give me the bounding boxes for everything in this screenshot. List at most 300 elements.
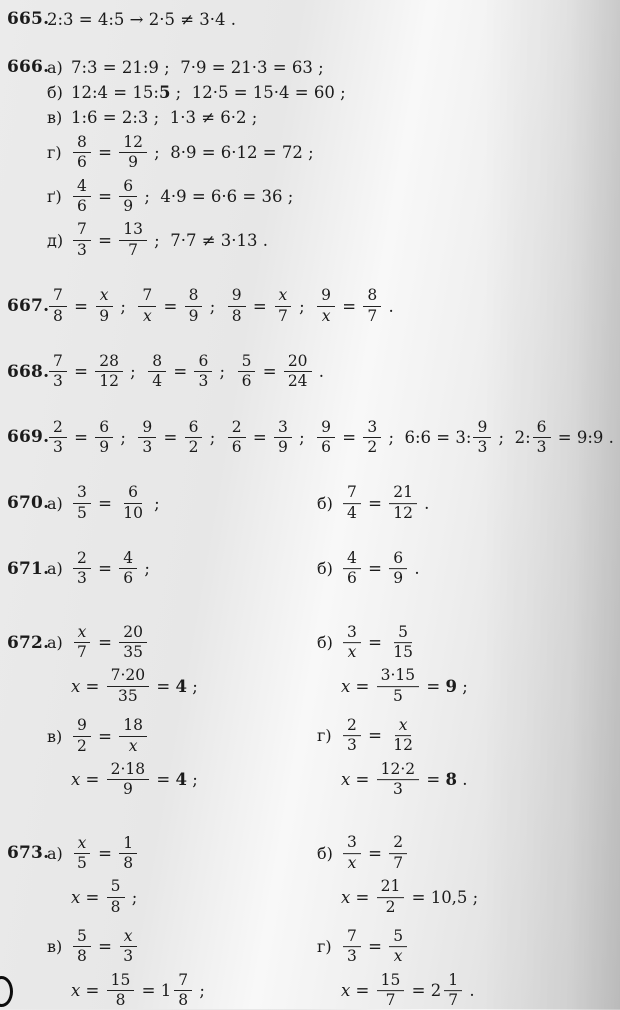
math-text: = <box>92 230 118 250</box>
fraction <box>343 835 361 873</box>
math-text: ; <box>186 676 198 696</box>
problem-673 <box>7 835 620 1010</box>
math-row <box>7 134 620 172</box>
math-row <box>7 484 620 522</box>
fraction-denominator: 3 <box>392 780 403 799</box>
fraction <box>185 419 203 457</box>
left-column <box>7 287 620 325</box>
problem-number: 666. <box>7 57 50 77</box>
fraction-denominator: 4 <box>347 503 357 522</box>
math-text: = <box>257 362 282 382</box>
math-text: = 9:9 . <box>552 427 614 447</box>
fraction-numerator: 6 <box>194 353 212 372</box>
fraction <box>95 287 113 325</box>
math-row <box>7 550 620 588</box>
fraction <box>389 835 407 873</box>
right-column <box>317 972 475 1010</box>
fraction-denominator: 10 <box>123 503 143 522</box>
math-row <box>7 8 620 30</box>
left-column <box>7 56 620 78</box>
math-text: ; 6:6 = 3: <box>383 427 472 447</box>
fraction <box>363 419 381 457</box>
fraction-numerator: 6 <box>533 419 551 438</box>
fraction-denominator: x <box>393 947 403 966</box>
item-label: г) <box>317 726 332 746</box>
problem-number: 665. <box>7 9 50 29</box>
fraction-denominator: 3 <box>536 437 547 456</box>
math-text: x = <box>71 676 105 696</box>
math-text: ; <box>456 676 468 696</box>
fraction-numerator: 8 <box>363 287 381 306</box>
fraction-numerator: 12·2 <box>377 761 420 780</box>
fraction <box>73 928 91 966</box>
math-text: ; 4·9 = 6·6 = 36 ; <box>139 187 294 207</box>
fraction-denominator: 8 <box>178 991 189 1010</box>
right-column <box>317 835 409 873</box>
fraction <box>389 717 417 755</box>
fraction-numerator: 3·15 <box>377 667 420 686</box>
fraction <box>119 484 147 522</box>
fraction-denominator: 9 <box>393 569 404 588</box>
fraction-denominator: x <box>321 306 331 325</box>
fraction-numerator: 20 <box>284 353 312 372</box>
math-text: = <box>92 187 118 207</box>
fraction <box>107 972 135 1010</box>
fraction-denominator: 9 <box>128 153 138 172</box>
math-row <box>7 178 620 216</box>
math-text: = 10,5 ; <box>406 887 479 907</box>
problem-number: 671. <box>7 558 50 579</box>
fraction-denominator: 12 <box>393 736 413 755</box>
fraction <box>95 419 113 457</box>
fraction-numerator: 7·20 <box>107 667 150 686</box>
problem-671 <box>7 550 620 588</box>
fraction-denominator: 5 <box>77 853 87 872</box>
math-text: ; <box>293 427 316 447</box>
fraction-numerator: 5 <box>73 928 91 947</box>
math-text: 7:3 = 21:9 ; 7·9 = 21·3 = 63 ; <box>71 57 324 77</box>
fraction-denominator: 2 <box>188 437 199 456</box>
math-text: = <box>136 981 161 1001</box>
fraction <box>317 419 335 457</box>
fraction-numerator: 6 <box>124 484 142 503</box>
math-text: x = <box>341 981 375 1001</box>
fraction <box>194 353 212 391</box>
fraction-numerator: x <box>74 624 91 643</box>
right-column <box>317 624 419 662</box>
fraction-numerator: 4 <box>119 550 137 569</box>
math-text: ; <box>194 981 205 1001</box>
math-text: = <box>362 493 388 513</box>
fraction-denominator: 5 <box>77 503 87 522</box>
mixed-number-whole: 1 <box>160 981 172 1001</box>
fraction <box>119 624 147 662</box>
fraction-numerator: 3 <box>343 835 361 854</box>
fraction-numerator: 9 <box>317 287 335 306</box>
math-text: ; <box>204 296 226 316</box>
math-text: = <box>92 633 118 653</box>
fraction-numerator: 12 <box>119 134 147 153</box>
problem-number: 668. <box>7 361 50 382</box>
fraction <box>107 761 150 799</box>
math-text: x = <box>341 770 375 790</box>
fraction-denominator: 3 <box>347 736 357 755</box>
fraction-denominator: 6 <box>321 437 331 456</box>
item-label: б) <box>317 559 333 579</box>
math-text: = <box>92 843 118 863</box>
math-result: 4 <box>175 676 187 696</box>
fraction-denominator: 5 <box>392 686 403 705</box>
fraction-numerator: 6 <box>389 550 407 569</box>
fraction <box>119 928 137 966</box>
fraction-numerator: 7 <box>343 484 361 503</box>
math-text: = <box>406 981 431 1001</box>
math-text: = <box>362 726 388 746</box>
item-label: в) <box>47 107 63 127</box>
math-text: 12:4 = 15: <box>71 82 159 102</box>
fraction-denominator: 7 <box>128 240 138 259</box>
fraction <box>228 287 246 325</box>
fraction <box>444 972 462 1010</box>
fraction-numerator: 9 <box>138 419 156 438</box>
math-text: ; 12·5 = 15·4 = 60 ; <box>170 82 346 102</box>
math-text: ; <box>148 493 160 513</box>
math-row <box>7 928 620 966</box>
fraction <box>49 353 67 391</box>
fraction <box>377 972 405 1010</box>
fraction-numerator: 4 <box>73 178 91 197</box>
fraction <box>119 221 147 259</box>
fraction-denominator: 7 <box>77 643 87 662</box>
problem-665 <box>7 8 620 30</box>
right-column <box>317 761 467 799</box>
math-text: = <box>92 493 118 513</box>
fraction <box>73 835 91 873</box>
fraction <box>389 624 417 662</box>
fraction-numerator: 18 <box>119 717 147 736</box>
fraction <box>284 353 312 391</box>
fraction-denominator: x <box>128 736 138 755</box>
fraction-numerator: 15 <box>107 972 135 991</box>
right-column <box>317 928 409 966</box>
math-row <box>7 878 620 916</box>
math-text: . <box>409 559 420 579</box>
fraction-denominator: 8 <box>110 897 121 916</box>
fraction <box>343 624 361 662</box>
math-text: 1:6 = 2:3 ; 1·3 ≠ 6·2 ; <box>71 107 258 127</box>
math-result: 5 <box>158 82 171 102</box>
fraction-denominator: 9 <box>122 780 133 799</box>
problem-number: 669. <box>7 427 50 448</box>
item-label: в) <box>47 937 63 957</box>
fraction <box>317 287 335 325</box>
fraction-numerator: 7 <box>73 221 91 240</box>
fraction <box>343 550 361 588</box>
problem-670 <box>7 484 620 522</box>
math-text: ; <box>126 887 138 907</box>
fraction <box>73 717 91 755</box>
fraction-denominator: 3 <box>77 240 87 259</box>
fraction-denominator: 9 <box>99 306 110 325</box>
fraction <box>95 353 123 391</box>
left-column <box>7 928 620 966</box>
fraction-numerator: 2 <box>49 419 67 438</box>
fraction-denominator: 7 <box>367 306 378 325</box>
math-text: = <box>247 427 272 447</box>
problem-669 <box>7 419 620 457</box>
fraction-numerator: 2 <box>73 550 91 569</box>
fraction <box>274 287 292 325</box>
fraction <box>377 878 405 916</box>
fraction-denominator: 9 <box>188 306 199 325</box>
fraction-denominator: 6 <box>347 569 357 588</box>
problem-number: 670. <box>7 493 50 514</box>
math-text: = <box>92 559 118 579</box>
fraction-denominator: 3 <box>53 372 63 391</box>
math-text: x = <box>341 676 375 696</box>
item-label: ґ) <box>47 187 62 207</box>
fraction-denominator: 7 <box>277 306 288 325</box>
math-text: . <box>383 296 394 316</box>
math-text: x = <box>341 887 375 907</box>
right-column <box>317 878 478 916</box>
fraction-denominator: 12 <box>393 503 413 522</box>
math-text: ; 7·7 ≠ 3·13 . <box>148 230 269 250</box>
right-column <box>317 667 468 705</box>
fraction-denominator: 2 <box>385 897 396 916</box>
math-text: ; <box>124 362 147 382</box>
fraction-denominator: 6 <box>77 197 87 216</box>
math-text: = <box>337 427 362 447</box>
math-text: = <box>362 633 388 653</box>
problem-668 <box>7 353 620 391</box>
math-text: = <box>362 937 388 957</box>
fraction-numerator: 2·18 <box>107 761 150 780</box>
fraction-numerator: x <box>120 928 137 947</box>
math-text: = <box>168 362 193 382</box>
fraction-numerator: 2 <box>389 835 407 854</box>
fraction <box>148 353 166 391</box>
fraction-denominator: 3 <box>477 437 488 456</box>
fraction <box>119 835 137 873</box>
math-row <box>7 56 620 78</box>
fraction-denominator: 8 <box>77 947 87 966</box>
fraction <box>363 287 381 325</box>
fraction-numerator: 6 <box>119 178 137 197</box>
math-result: 9 <box>445 676 457 696</box>
fraction-denominator: 3 <box>53 437 63 456</box>
fraction <box>343 928 361 966</box>
fraction-numerator: 7 <box>343 928 361 947</box>
fraction-denominator: 3 <box>77 569 87 588</box>
problem-666 <box>7 56 620 259</box>
fraction <box>73 221 91 259</box>
right-column <box>317 484 429 522</box>
math-text: 2:3 = 4:5 → 2·5 ≠ 3·4 . <box>47 9 237 29</box>
left-column <box>7 878 620 916</box>
fraction-denominator: 3 <box>347 947 357 966</box>
fraction-numerator: 7 <box>49 287 67 306</box>
math-text: x = <box>71 770 105 790</box>
math-row <box>7 667 620 705</box>
math-text: = <box>421 676 446 696</box>
left-column <box>7 81 620 103</box>
fraction-denominator: 8 <box>231 306 242 325</box>
item-label: в) <box>47 726 63 746</box>
fraction-denominator: 6 <box>77 153 87 172</box>
fraction-numerator: 3 <box>343 624 361 643</box>
fraction-denominator: 15 <box>393 643 413 662</box>
fraction-numerator: x <box>395 717 412 736</box>
math-text: = <box>92 726 118 746</box>
item-label: а) <box>47 493 63 513</box>
fraction <box>119 178 137 216</box>
math-text: x = <box>71 981 105 1001</box>
left-column <box>7 835 620 873</box>
item-label: г) <box>47 143 62 163</box>
left-column <box>7 624 620 662</box>
fraction-numerator: 4 <box>343 550 361 569</box>
item-label: б) <box>317 633 333 653</box>
math-text: = <box>92 937 118 957</box>
fraction-numerator: 13 <box>119 221 147 240</box>
fraction-numerator: 3 <box>274 419 292 438</box>
fraction-denominator: x <box>347 643 357 662</box>
math-result: 4 <box>175 770 187 790</box>
math-row <box>7 221 620 259</box>
math-text: = <box>68 296 94 316</box>
item-label: а) <box>47 57 63 77</box>
fraction-denominator: 3 <box>123 947 134 966</box>
fraction-numerator: 5 <box>107 878 125 897</box>
left-column <box>7 761 620 799</box>
fraction-denominator: 9 <box>277 437 288 456</box>
fraction-numerator: 7 <box>49 353 67 372</box>
fraction <box>228 419 246 457</box>
fraction <box>174 972 192 1010</box>
fraction-numerator: x <box>74 835 91 854</box>
item-label: а) <box>47 559 63 579</box>
fraction-numerator: 9 <box>73 717 91 736</box>
fraction-numerator: 20 <box>119 624 147 643</box>
left-column <box>7 134 620 172</box>
fraction <box>49 419 67 457</box>
fraction-numerator: 5 <box>394 624 412 643</box>
fraction <box>473 419 491 457</box>
fraction <box>238 353 256 391</box>
fraction-denominator: 24 <box>287 372 308 391</box>
left-column <box>7 178 620 216</box>
fraction <box>185 287 203 325</box>
fraction-denominator: x <box>142 306 152 325</box>
fraction-denominator: 3 <box>142 437 153 456</box>
fraction <box>138 287 156 325</box>
fraction-numerator: 21 <box>377 878 405 897</box>
fraction-denominator: 6 <box>231 437 242 456</box>
fraction-numerator: 9 <box>317 419 335 438</box>
math-text: = <box>362 559 388 579</box>
fraction-numerator: x <box>96 287 113 306</box>
fraction-numerator: 8 <box>73 134 91 153</box>
item-label: а) <box>47 843 63 863</box>
fraction <box>389 928 407 966</box>
problem-number: 667. <box>7 296 50 317</box>
fraction-denominator: 7 <box>385 991 396 1010</box>
fraction <box>533 419 551 457</box>
math-text: = <box>158 296 183 316</box>
fraction-numerator: 8 <box>148 353 166 372</box>
math-row <box>7 624 620 662</box>
math-row <box>7 972 620 1010</box>
fraction <box>138 419 156 457</box>
math-text: = <box>68 427 94 447</box>
fraction-numerator: 9 <box>473 419 491 438</box>
fraction <box>274 419 292 457</box>
fraction-denominator: 8 <box>123 853 134 872</box>
fraction <box>73 178 91 216</box>
fraction-denominator: 12 <box>99 372 119 391</box>
fraction-denominator: 3 <box>198 372 209 391</box>
fraction-numerator: 5 <box>389 928 407 947</box>
left-column <box>7 667 620 705</box>
fraction-numerator: 9 <box>228 287 246 306</box>
fraction-numerator: 8 <box>185 287 203 306</box>
math-row <box>7 419 620 457</box>
math-row <box>7 287 620 325</box>
math-text: = <box>362 843 388 863</box>
fraction-numerator: 3 <box>363 419 381 438</box>
math-text: x = <box>71 887 105 907</box>
math-text: ; 8·9 = 6·12 = 72 ; <box>148 143 314 163</box>
fraction-numerator: 1 <box>444 972 462 991</box>
math-text: ; <box>186 770 198 790</box>
fraction <box>73 134 91 172</box>
right-column <box>317 717 419 755</box>
mixed-number <box>161 972 194 1010</box>
left-column <box>7 8 620 30</box>
mixed-number <box>431 972 464 1010</box>
math-row <box>7 353 620 391</box>
fraction <box>73 624 91 662</box>
math-row <box>7 761 620 799</box>
math-text: ; <box>115 296 137 316</box>
left-column <box>7 353 620 391</box>
math-text: ; 2: <box>493 427 531 447</box>
math-text: = <box>151 676 176 696</box>
fraction-numerator: 2 <box>228 419 246 438</box>
fraction-numerator: 5 <box>238 353 256 372</box>
fraction <box>389 550 407 588</box>
fraction <box>49 287 67 325</box>
math-text: ; <box>293 296 316 316</box>
math-text: = <box>158 427 183 447</box>
fraction-numerator: 1 <box>119 835 137 854</box>
math-text: = <box>151 770 176 790</box>
fraction-numerator: 21 <box>389 484 417 503</box>
fraction <box>343 484 361 522</box>
fraction-numerator: 7 <box>138 287 156 306</box>
fraction-denominator: 7 <box>393 853 404 872</box>
left-column <box>7 221 620 259</box>
fraction-denominator: x <box>347 853 357 872</box>
fraction <box>73 550 91 588</box>
left-column <box>7 550 620 588</box>
fraction-denominator: 35 <box>118 686 138 705</box>
problem-number: 672. <box>7 632 50 653</box>
fraction-denominator: 6 <box>241 372 252 391</box>
math-text: . <box>464 981 475 1001</box>
fraction-numerator: 6 <box>185 419 203 438</box>
